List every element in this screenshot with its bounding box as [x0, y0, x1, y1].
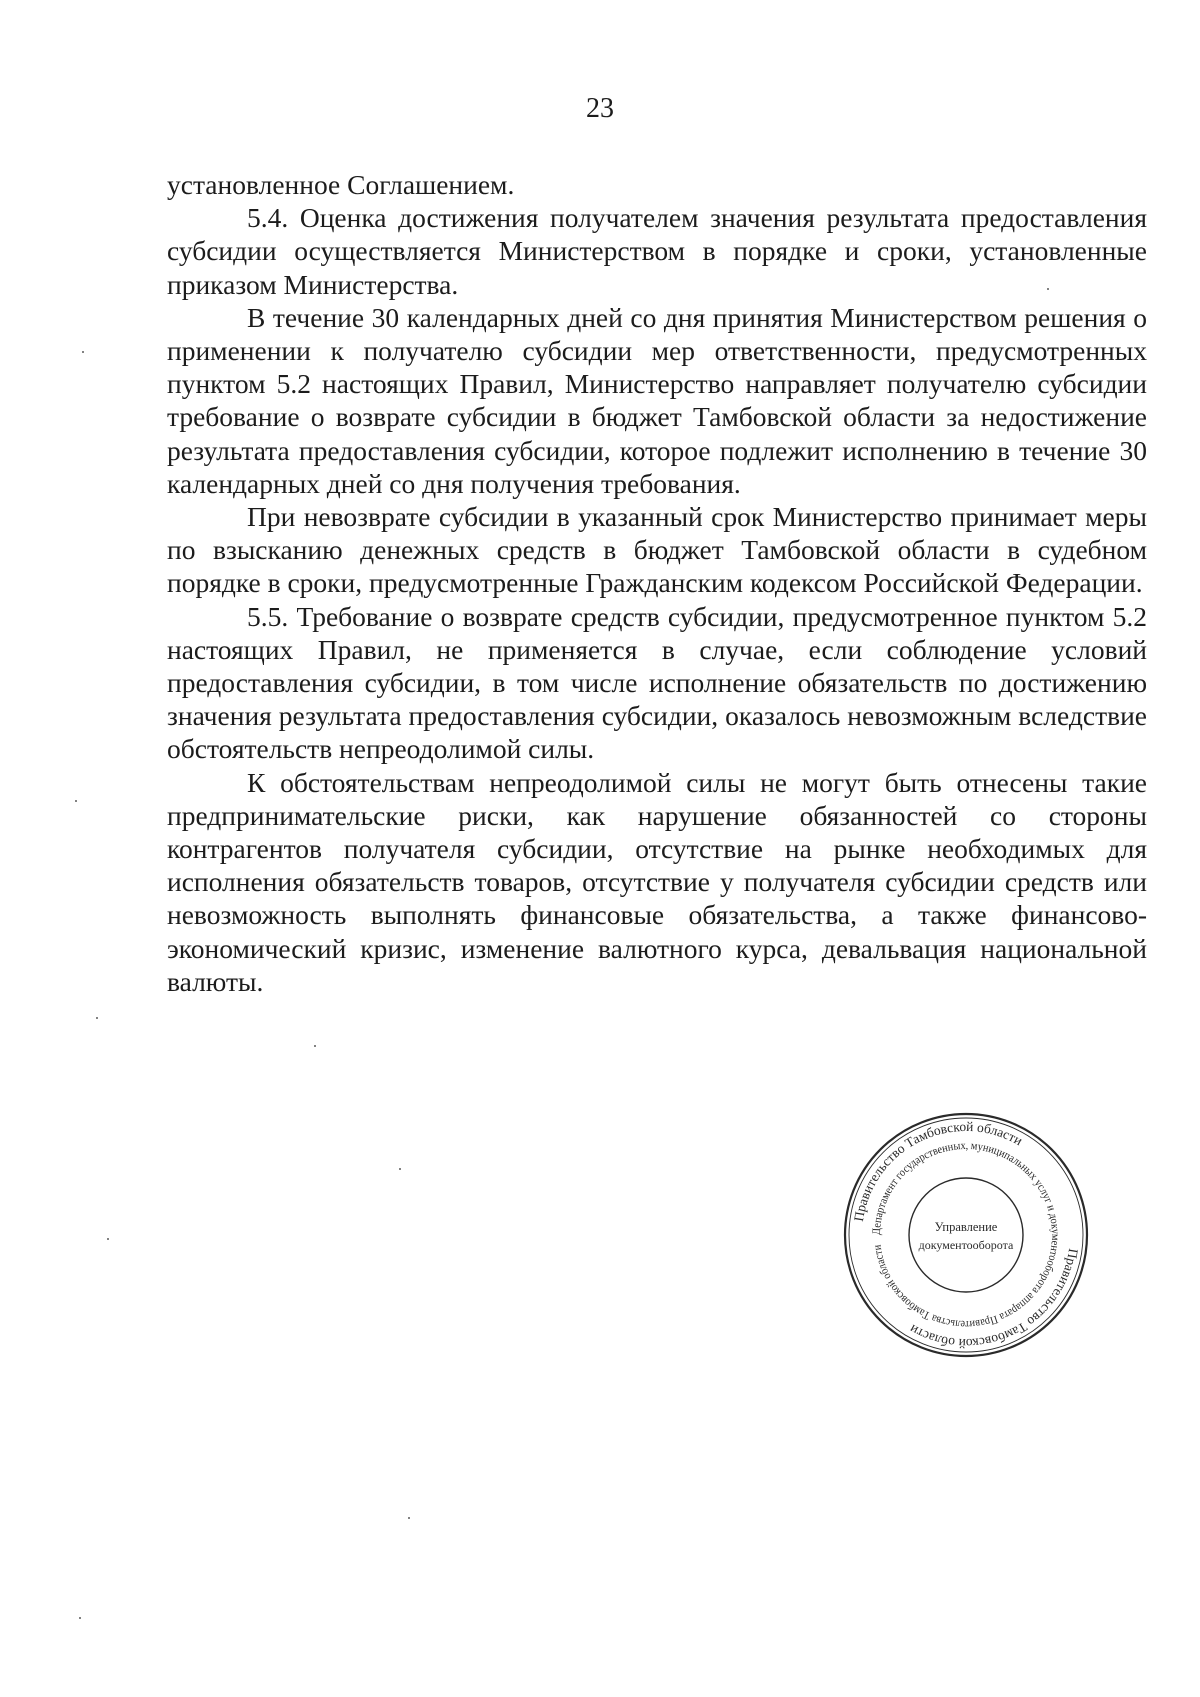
scan-speck [314, 1045, 316, 1047]
stamp-outer-ring-text: Правительство Тамбовской области [850, 1118, 1026, 1223]
stamp-center-line-2: документооборота [918, 1238, 1014, 1252]
paragraph-force-majeure: К обстоятельствам непреодолимой силы не могут быть отнесены такие предпринимательские риски, как нарушение обязанностей со стороны контрагентов получателя субсидии, отсутствие на рынке необходимых для исполнения обязательств товаров, отсутствие у получателя субсидии средств или невозможность выполнять финансовые обязательства, а также финансово-экономический кризис, изменение валютного курса, девальвация национальной валюты. [167, 766, 1147, 997]
stamp-center-line-1: Управление [934, 1220, 998, 1234]
scan-speck [79, 1617, 81, 1619]
paragraph-continuation: установленное Соглашением. [167, 169, 515, 200]
scan-speck [1047, 288, 1049, 290]
scan-speck [96, 1017, 98, 1019]
scan-speck [107, 1238, 109, 1240]
scan-speck [82, 351, 84, 353]
stamp-inner-border [909, 1178, 1023, 1292]
document-body [167, 168, 1147, 998]
stamp-seal-graphic [843, 1112, 1089, 1358]
scan-speck [399, 1168, 401, 1170]
stamp-inner-ring-text: Департамент государственных, муниципальных услуг и документооборота аппарата Правительства Тамбовской области [870, 1139, 1062, 1331]
stamp-outer-ring-text-repeat: Правительство Тамбовской области [906, 1247, 1082, 1352]
paragraph-return-requirement: В течение 30 календарных дней со дня принятия Министерством решения о применении к получателю субсидии мер ответственности, предусмотренных пунктом 5.2 настоящих Правил, Министерство направляет получателю субсидии требование о возврате субсидии в бюджет Тамбовской области за недостижение результата предоставления субсидии, которое подлежит исполнению в течение 30 календарных дней со дня получения требования. [167, 301, 1147, 499]
paragraph-5-4: 5.4. Оценка достижения получателем значения результата предоставления субсидии осуществляется Министерством в порядке и сроки, установленные приказом Министерства. [167, 202, 1147, 300]
paragraph-5-5: 5.5. Требование о возврате средств субсидии, предусмотренное пунктом 5.2 настоящих Правил, не применяется в случае, если соблюдение условий предоставления субсидии, в том числе исполнение обязательств по достижению значения результата предоставления субсидии, оказалось невозможным вследствие обстоятельств непреодолимой силы. [167, 600, 1147, 765]
page-number: 23 [586, 93, 614, 124]
paragraph-recovery: При невозврате субсидии в указанный срок Министерство принимает меры по взысканию денежных средств в бюджет Тамбовской области в судебном порядке в сроки, предусмотренные Гражданским кодексом Российской Федерации. [167, 501, 1147, 599]
official-stamp [843, 1112, 1089, 1358]
scan-speck [75, 800, 77, 802]
scan-speck [408, 1517, 410, 1519]
